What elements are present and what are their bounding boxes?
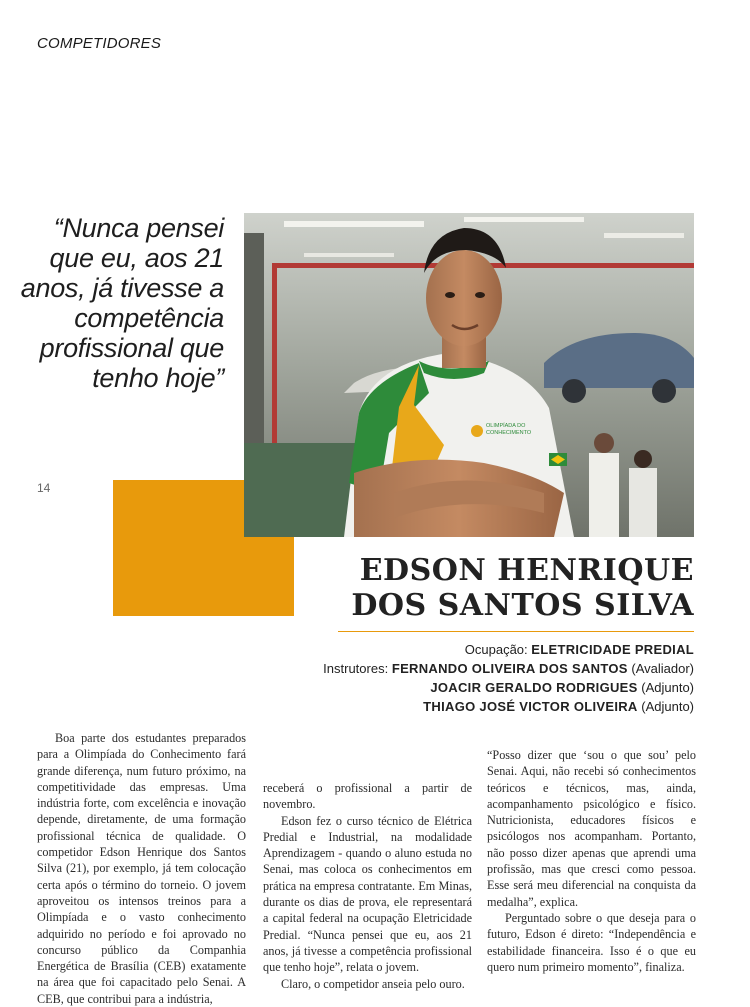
instructor-line-3 xyxy=(323,697,694,716)
body-paragraph: Claro, o competidor anseia pelo ouro. xyxy=(281,976,465,991)
body-paragraph: receberá o profissional a partir de novembro. xyxy=(263,781,472,812)
body-column-3 xyxy=(487,747,696,975)
section-label: COMPETIDORES xyxy=(37,35,162,52)
body-column-1 xyxy=(37,730,246,1007)
name-line-1: EDSON HENRIQUE xyxy=(359,553,694,588)
body-paragraph: Edson fez o curso técnico de Elétrica Predial e Industrial, na modalidade Aprendizagem - quando o aluno estuda no Senai, mas coloca os conhecimentos em prática na empresa contratante. Em Minas, durante os dias de prova, ele representará a capital federal na ocupação Eletricidade Predial. “Nunca pensei que eu, aos 21 anos, já tivesse a competência profissional que tenho hoje”, relata o jovem. xyxy=(263,813,472,975)
instructor-line-1 xyxy=(323,659,694,678)
instructor-2-role: (Adjunto) xyxy=(641,680,694,695)
page-number: 14 xyxy=(37,481,51,495)
instructor-3-role: (Adjunto) xyxy=(641,699,694,714)
instructors-label: Instrutores: xyxy=(323,661,389,676)
shirt-logo-line2: CONHECIMENTO xyxy=(486,430,532,436)
instructor-2-name: JOACIR GERALDO RODRIGUES xyxy=(430,680,638,695)
divider-rule xyxy=(338,631,694,632)
body-paragraph: Boa parte dos estudantes preparados para a Olimpíada do Conhecimento fará grande diferença, num futuro próximo, na competitividade das empresas. Uma indústria forte, com excelência e inovação depende, diretamente, de uma formação profissional técnica de qualidade. O competidor Edson Henrique dos Santos Silva (21), por exemplo, já tem colocação certa após o término do torneio. O jovem aproveitou os intensos treinos para a Olimpíada e o vasto conhecimento adquirido no período e foi aprovado no concurso público da Companhia Energética de Brasília (CEB) exatamente na área que foi capacitado pelo Senai. A CEB, que contribui para a indústria, xyxy=(37,731,246,1006)
instructor-1-name: FERNANDO OLIVEIRA DOS SANTOS xyxy=(391,661,628,676)
name-line-2: DOS SANTOS SILVA xyxy=(351,588,694,623)
credits-block xyxy=(323,640,694,716)
body-paragraph: “Posso dizer que ‘sou o que sou’ pelo Senai. Aqui, não recebi só conhecimentos teóricos e técnicos, mas, ainda, acompanhamento psicológico e físico. Nutricionista, educadores físicos e psicólogos nos acompanham. Portanto, não posso dizer apenas que aprendi uma profissão, mas que cresci como pessoa. Esse será meu diferencial na conquista da medalha”, explica. xyxy=(487,748,696,909)
competitor-name xyxy=(351,553,694,623)
occupation-value: ELETRICIDADE PREDIAL xyxy=(531,642,694,657)
competitor-photo xyxy=(244,213,694,537)
body-column-2 xyxy=(263,780,472,992)
instructor-line-2 xyxy=(323,678,694,697)
shirt-logo-line1: OLIMPÍADA DO xyxy=(486,423,526,429)
body-paragraph: Perguntado sobre o que deseja para o futuro, Edson é direto: “Independência e estabilidade financeira. Isso é o que eu quero num primeiro momento”, finaliza. xyxy=(487,910,696,974)
instructor-1-role: (Avaliador) xyxy=(631,661,694,676)
occupation-label: Ocupação: xyxy=(464,642,528,657)
pull-quote: “Nunca pensei que eu, aos 21 anos, já tivesse a competência profissional que tenho hoje” xyxy=(20,213,224,393)
occupation-line xyxy=(323,640,694,659)
instructor-3-name: THIAGO JOSÉ VICTOR OLIVEIRA xyxy=(423,699,638,714)
